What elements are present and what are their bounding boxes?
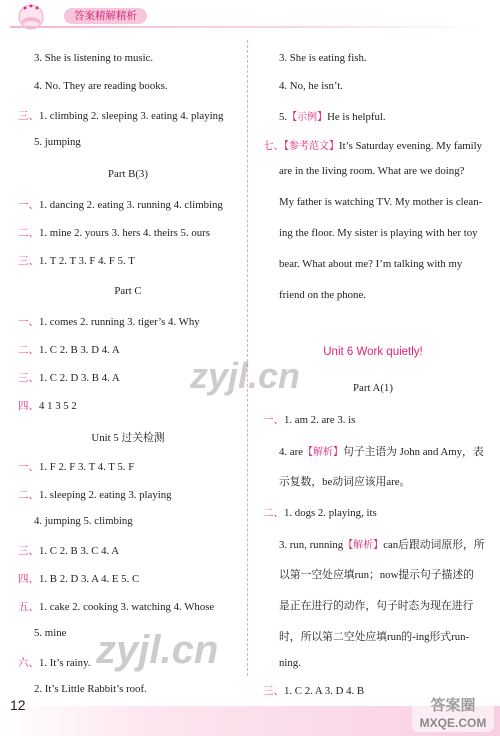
answer-line: 4. are【解析】句子主语为 John and Amy，表 <box>279 446 484 458</box>
question-number: 四、 <box>18 400 39 412</box>
answer-line: 4. jumping 5. climbing <box>34 515 133 527</box>
section-heading: Part C <box>114 285 142 297</box>
answer-line: 示复数，be动词应该用are。 <box>279 476 411 488</box>
answer-line: 一、1. comes 2. running 3. tiger’s 4. Why <box>18 316 200 328</box>
analysis-tag: 【解析】 <box>302 447 343 458</box>
question-number: 三、 <box>18 372 39 384</box>
answer-line: My father is watching TV. My mother is clean- <box>279 196 483 208</box>
answer-line: 5. mine <box>34 627 67 639</box>
question-number: 三、 <box>18 255 39 267</box>
answer-line: 4. No, he isn’t. <box>279 80 343 92</box>
section-heading: Part B(3) <box>108 168 148 180</box>
question-number: 四、 <box>18 573 39 585</box>
answer-line: 二、1. dogs 2. playing, its <box>263 507 377 519</box>
page-number: 12 <box>10 697 26 713</box>
answer-line: 5. jumping <box>34 136 81 148</box>
question-number: 一、 <box>18 316 39 328</box>
svg-text:MXQE.COM: MXQE.COM <box>419 716 487 730</box>
question-number: 二、 <box>263 507 284 519</box>
header-rule <box>10 26 488 28</box>
svg-text:答案圈: 答案圈 <box>430 696 476 714</box>
question-number: 一、 <box>18 199 39 211</box>
answer-line: 一、1. am 2. are 3. is <box>263 414 356 426</box>
question-number: 二、 <box>18 489 39 501</box>
question-number: 一、 <box>18 461 39 473</box>
answer-line: are in the living room. What are we doing? <box>279 165 465 177</box>
answer-line: 4. No. They are reading books. <box>34 80 168 92</box>
answer-line: ning. <box>279 657 301 669</box>
question-number: 三、 <box>263 685 284 697</box>
page-header <box>0 0 500 34</box>
watermark: zyjl.cn <box>96 628 219 672</box>
answer-line: 三、1. C 2. B 3. C 4. A <box>18 545 120 557</box>
answer-line: 二、1. sleeping 2. eating 3. playing <box>18 489 172 501</box>
question-number: 五、 <box>18 601 39 613</box>
answer-line: friend on the phone. <box>279 289 366 301</box>
section-heading: Part A(1) <box>353 382 393 394</box>
answer-line: 三、1. C 2. D 3. B 4. A <box>18 372 120 384</box>
answer-line: 时，所以第二空处应填run的-ing形式run- <box>279 631 470 643</box>
answer-line: 七、【参考范文】It’s Saturday evening. My family <box>263 140 483 152</box>
example-tag: 【示例】 <box>287 112 328 123</box>
reference-essay-tag: 【参考范文】 <box>284 141 339 152</box>
answer-line: 一、1. dancing 2. eating 3. running 4. climbing <box>18 199 223 211</box>
answer-line: 是正在进行的动作，句子时态为现在进行 <box>279 600 474 612</box>
question-number: 二、 <box>18 344 39 356</box>
answer-line: ing the floor. My sister is playing with her toy <box>279 227 478 239</box>
section-heading: Unit 5 过关检测 <box>91 432 165 444</box>
answer-line: 3. run, running【解析】can后跟动词原形，所 <box>279 539 485 551</box>
answer-line: 五、1. cake 2. cooking 3. watching 4. Whose <box>18 601 215 613</box>
answer-line: 二、1. C 2. B 3. D 4. A <box>18 344 120 356</box>
question-number: 三、 <box>18 110 39 122</box>
answer-line: bear. What about me? I’m talking with my <box>279 258 463 270</box>
answer-line: 四、4 1 3 5 2 <box>18 400 77 412</box>
header-title: 答案精解精析 <box>64 8 147 24</box>
answer-line: 三、1. T 2. T 3. F 4. F 5. T <box>18 255 135 267</box>
question-number: 七、 <box>263 140 284 152</box>
answer-line: 三、1. C 2. A 3. D 4. B <box>263 685 365 697</box>
question-number: 六、 <box>18 657 39 669</box>
answer-line: 以第一空处应填run；now提示句子描述的 <box>279 569 474 581</box>
question-number: 三、 <box>18 545 39 557</box>
answer-line: 3. She is eating fish. <box>279 52 367 64</box>
answer-line: 六、1. It’s rainy. <box>18 657 91 669</box>
answer-line: 5.【示例】He is helpful. <box>279 111 386 123</box>
analysis-tag: 【解析】 <box>343 540 384 551</box>
answer-site-stamp <box>410 690 496 734</box>
answer-line: 四、1. B 2. D 3. A 4. E 5. C <box>18 573 140 585</box>
watermark: zyjl.cn <box>190 355 301 396</box>
answer-line: 3. She is listening to music. <box>34 52 154 64</box>
unit-heading: Unit 6 Work quietly! <box>323 346 423 358</box>
answer-line: 2. It’s Little Rabbit’s roof. <box>34 683 147 695</box>
question-number: 一、 <box>263 414 284 426</box>
answer-line: 二、1. mine 2. yours 3. hers 4. theirs 5. ours <box>18 227 210 239</box>
question-number: 二、 <box>18 227 39 239</box>
answer-line: 一、1. F 2. F 3. T 4. T 5. F <box>18 461 135 473</box>
answer-line: 三、1. climbing 2. sleeping 3. eating 4. playing <box>18 110 224 122</box>
